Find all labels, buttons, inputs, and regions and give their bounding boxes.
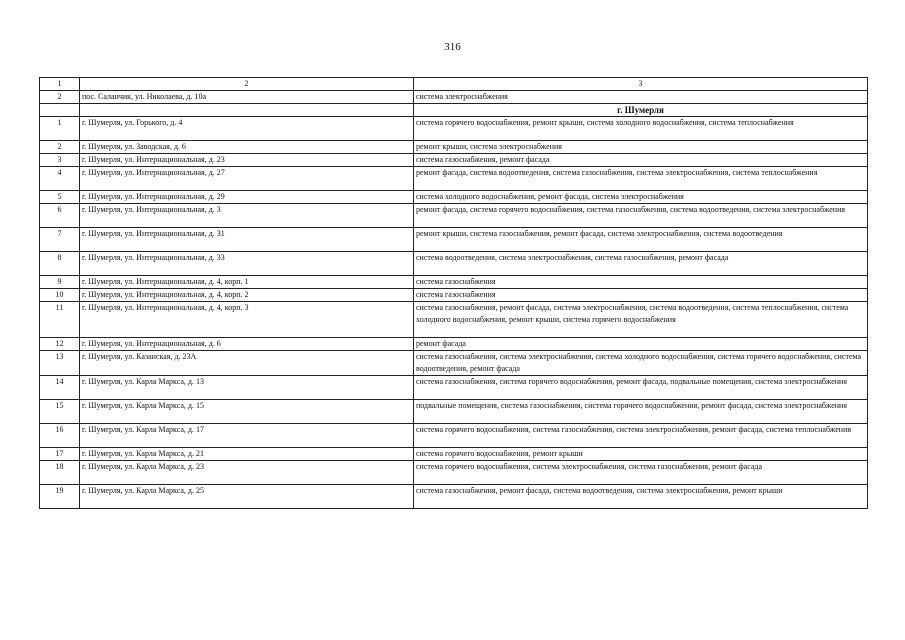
row-address: пос. Саланчик, ул. Николаева, д. 10а <box>80 91 414 104</box>
works-table <box>39 77 868 509</box>
table-row <box>40 228 868 252</box>
section-rows <box>40 117 868 509</box>
table-row <box>40 191 868 204</box>
row-address: г. Шумерля, ул. Интернациональная, д. 27 <box>80 167 414 191</box>
row-works: система газоснабжения, ремонт фасада, система водоотведения, система электроснабжения, ремонт крыши <box>414 485 868 509</box>
row-works: система горячего водоснабжения, ремонт крыши, система холодного водоснабжения, система теплоснабжения <box>414 117 868 141</box>
row-address: г. Шумерля, ул. Карла Маркса, д. 17 <box>80 424 414 448</box>
table-row <box>40 91 868 104</box>
row-works: система электроснабжения <box>414 91 868 104</box>
row-number: 17 <box>40 448 80 461</box>
row-works: система газоснабжения, ремонт фасада, система электроснабжения, система водоотведения, система теплоснабжения, система холодного водоснабжения, ремонт крыши, система горячего водоснабжения <box>414 302 868 338</box>
row-number: 16 <box>40 424 80 448</box>
table-row <box>40 167 868 191</box>
row-address: г. Шумерля, ул. Заводская, д. 6 <box>80 141 414 154</box>
row-works: ремонт крыши, система газоснабжения, ремонт фасада, система электроснабжения, система водоотведения <box>414 228 868 252</box>
table-row <box>40 204 868 228</box>
table-row <box>40 338 868 351</box>
table-row <box>40 252 868 276</box>
row-address: г. Шумерля, ул. Интернациональная, д. 31 <box>80 228 414 252</box>
row-number: 3 <box>40 154 80 167</box>
row-works: ремонт фасада <box>414 338 868 351</box>
section-spacer-left <box>40 104 80 117</box>
table-row <box>40 351 868 376</box>
table-row <box>40 117 868 141</box>
row-number: 2 <box>40 91 80 104</box>
row-works: система газоснабжения, система электроснабжения, система холодного водоснабжения, система горячего водоснабжения, система водоотведения, ремонт фасада <box>414 351 868 376</box>
row-works: подвальные помещения, система газоснабжения, система горячего водоснабжения, ремонт фасада, система электроснабжения <box>414 400 868 424</box>
row-address: г. Шумерля, ул. Интернациональная, д. 23 <box>80 154 414 167</box>
row-works: система горячего водоснабжения, система электроснабжения, система газоснабжения, ремонт фасада <box>414 461 868 485</box>
row-works: система холодного водоснабжения, ремонт фасада, система электроснабжения <box>414 191 868 204</box>
table-row <box>40 302 868 338</box>
table-header-row <box>40 78 868 91</box>
row-address: г. Шумерля, ул. Карла Маркса, д. 15 <box>80 400 414 424</box>
row-number: 14 <box>40 376 80 400</box>
row-number: 10 <box>40 289 80 302</box>
row-address: г. Шумерля, ул. Казанская, д. 23А <box>80 351 414 376</box>
row-address: г. Шумерля, ул. Интернациональная, д. 3 <box>80 204 414 228</box>
row-number: 1 <box>40 117 80 141</box>
row-works: система горячего водоснабжения, система газоснабжения, система электроснабжения, ремонт фасада, система теплоснабжения <box>414 424 868 448</box>
row-works: система горячего водоснабжения, ремонт крыши <box>414 448 868 461</box>
table-row <box>40 141 868 154</box>
table-row <box>40 461 868 485</box>
row-works: система газоснабжения <box>414 276 868 289</box>
table-row <box>40 485 868 509</box>
row-number: 5 <box>40 191 80 204</box>
row-number: 6 <box>40 204 80 228</box>
row-number: 18 <box>40 461 80 485</box>
row-number: 7 <box>40 228 80 252</box>
header-cell-number: 1 <box>40 78 80 91</box>
table-row <box>40 424 868 448</box>
row-address: г. Шумерля, ул. Карла Маркса, д. 25 <box>80 485 414 509</box>
table-row <box>40 376 868 400</box>
row-number: 4 <box>40 167 80 191</box>
table-row <box>40 276 868 289</box>
row-address: г. Шумерля, ул. Интернациональная, д. 33 <box>80 252 414 276</box>
row-address: г. Шумерля, ул. Карла Маркса, д. 13 <box>80 376 414 400</box>
row-address: г. Шумерля, ул. Карла Маркса, д. 23 <box>80 461 414 485</box>
row-number: 19 <box>40 485 80 509</box>
row-number: 8 <box>40 252 80 276</box>
row-address: г. Шумерля, ул. Интернациональная, д. 6 <box>80 338 414 351</box>
header-cell-address: 2 <box>80 78 414 91</box>
row-number: 12 <box>40 338 80 351</box>
row-address: г. Шумерля, ул. Интернациональная, д. 4, корп. 3 <box>80 302 414 338</box>
row-works: система газоснабжения <box>414 289 868 302</box>
row-works: система газоснабжения, ремонт фасада <box>414 154 868 167</box>
table-row <box>40 400 868 424</box>
row-works: ремонт фасада, система горячего водоснабжения, система газоснабжения, система водоотведения, система электроснабжения <box>414 204 868 228</box>
table-row <box>40 448 868 461</box>
section-row <box>40 104 868 117</box>
page-number: 316 <box>444 41 461 53</box>
row-works: система водоотведения, система электроснабжения, система газоснабжения, ремонт фасада <box>414 252 868 276</box>
row-number: 9 <box>40 276 80 289</box>
row-number: 11 <box>40 302 80 338</box>
row-works: система газоснабжения, система горячего водоснабжения, ремонт фасада, подвальные помещения, система электроснабжения <box>414 376 868 400</box>
section-spacer-mid <box>80 104 414 117</box>
header-cell-works: 3 <box>414 78 868 91</box>
row-address: г. Шумерля, ул. Горького, д. 4 <box>80 117 414 141</box>
section-title: г. Шумерля <box>414 104 868 117</box>
row-number: 15 <box>40 400 80 424</box>
table-row <box>40 289 868 302</box>
row-number: 2 <box>40 141 80 154</box>
table-row <box>40 154 868 167</box>
row-address: г. Шумерля, ул. Интернациональная, д. 4, корп. 2 <box>80 289 414 302</box>
row-works: ремонт фасада, система водоотведения, система газоснабжения, система электроснабжения, система теплоснабжения <box>414 167 868 191</box>
row-works: ремонт крыши, система электроснабжения <box>414 141 868 154</box>
row-address: г. Шумерля, ул. Интернациональная, д. 29 <box>80 191 414 204</box>
row-address: г. Шумерля, ул. Карла Маркса, д. 21 <box>80 448 414 461</box>
row-address: г. Шумерля, ул. Интернациональная, д. 4, корп. 1 <box>80 276 414 289</box>
row-number: 13 <box>40 351 80 376</box>
